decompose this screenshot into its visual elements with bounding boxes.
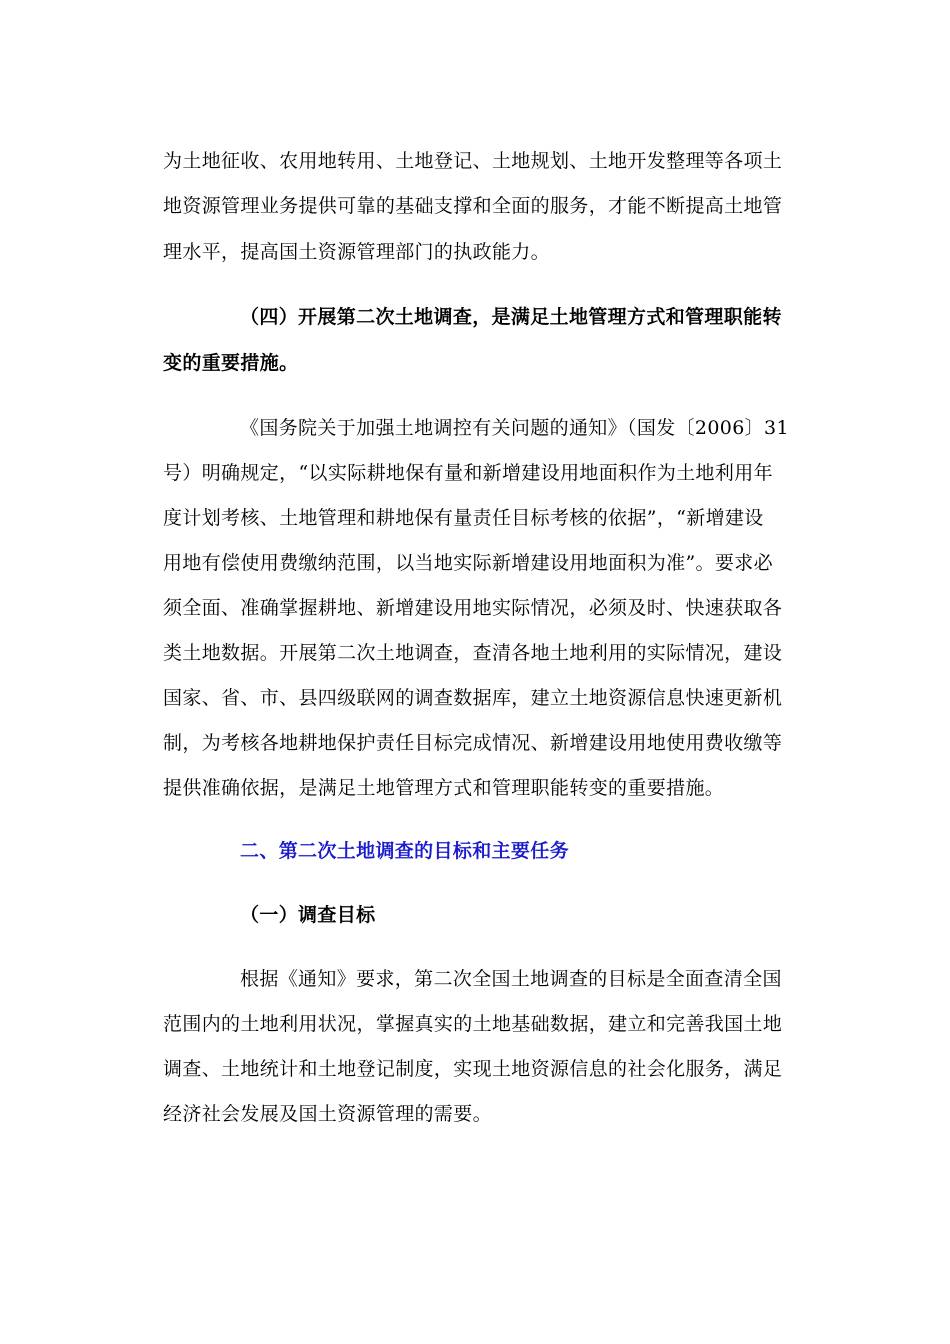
paragraph-line: 地资源管理业务提供可靠的基础支撑和全面的服务，才能不断提高土地管 (163, 195, 783, 217)
paragraph-line: 制，为考核各地耕地保护责任目标完成情况、新增建设用地使用费收缴等 (163, 732, 783, 754)
paragraph-line: 经济社会发展及国土资源管理的需要。 (163, 1103, 492, 1125)
paragraph-line: 理水平，提高国土资源管理部门的执政能力。 (163, 241, 551, 263)
paragraph-line: 须全面、准确掌握耕地、新增建设用地实际情况，必须及时、快速获取各 (163, 597, 783, 619)
paragraph-line: 国家、省、市、县四级联网的调查数据库，建立土地资源信息快速更新机 (163, 687, 783, 709)
paragraph-line: 调查、土地统计和土地登记制度，实现土地资源信息的社会化服务，满足 (163, 1058, 783, 1080)
paragraph-line: 《国务院关于加强土地调控有关问题的通知》（国发〔2006〕31 (240, 417, 789, 439)
paragraph-line: 范围内的土地利用状况，掌握真实的土地基础数据，建立和完善我国土地 (163, 1013, 783, 1035)
paragraph-line: 提供准确依据，是满足土地管理方式和管理职能转变的重要措施。 (163, 777, 725, 799)
paragraph-line: 根据《通知》要求，第二次全国土地调查的目标是全面查清全国 (240, 968, 782, 990)
paragraph-line: 号）明确规定，“以实际耕地保有量和新增建设用地面积作为土地利用年 (163, 462, 773, 484)
paragraph-line: 用地有偿使用费缴纳范围，以当地实际新增建设用地面积为准”。要求必 (163, 552, 773, 574)
section-heading: 二、第二次土地调查的目标和主要任务 (240, 840, 569, 862)
paragraph-line: 度计划考核、土地管理和耕地保有量责任目标考核的依据”，“新增建设 (163, 507, 764, 529)
subsection-heading-continued: 变的重要措施。 (163, 352, 299, 374)
paragraph-line: 为土地征收、农用地转用、土地登记、土地规划、土地开发整理等各项土 (163, 150, 783, 172)
subsection-heading: （一）调查目标 (240, 904, 376, 926)
paragraph-line: 类土地数据。开展第二次土地调查，查清各地土地利用的实际情况，建设 (163, 642, 783, 664)
subsection-heading: （四）开展第二次土地调查，是满足土地管理方式和管理职能转 (240, 306, 782, 328)
